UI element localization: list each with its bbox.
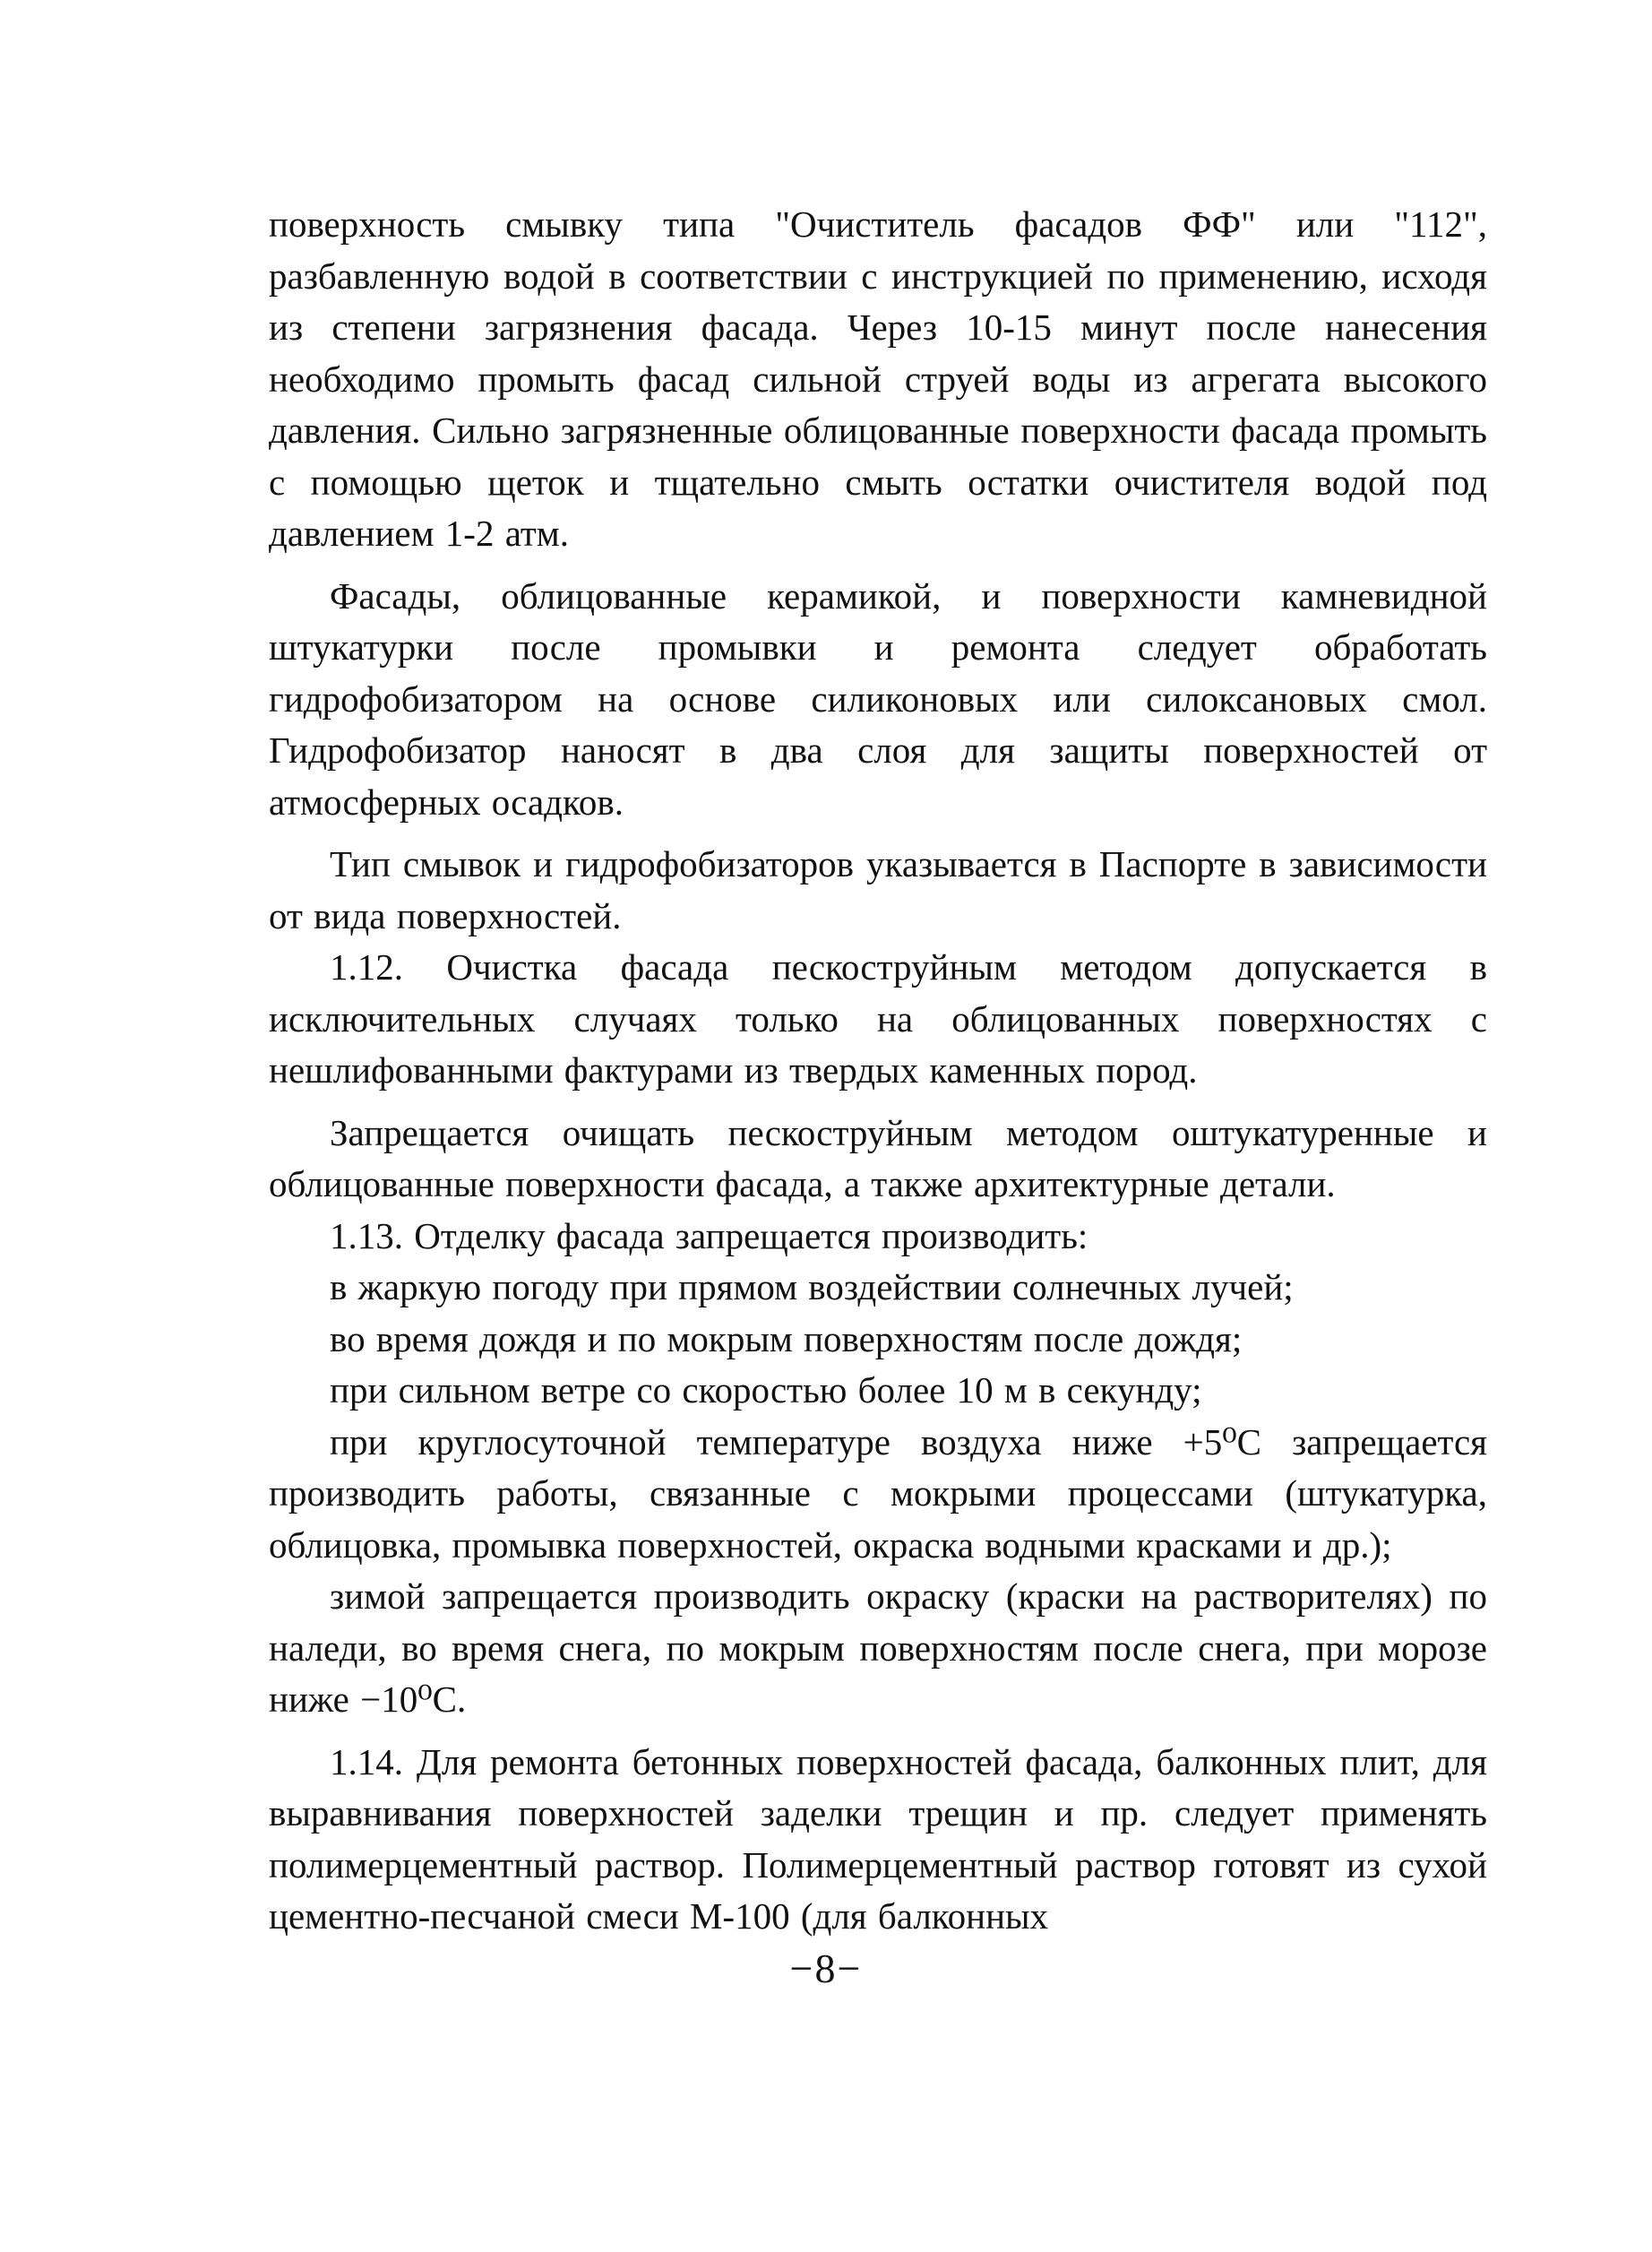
document-page (269, 199, 1487, 1943)
list-item-wind: при сильном ветре со скоростью более 10 м в секунду; (330, 1369, 1202, 1411)
page-number: −8− (789, 1946, 863, 1991)
list-item-hot-weather: в жаркую погоду при прямом воздействии солнечных лучей; (330, 1266, 1294, 1307)
paragraph-section-1-12: 1.12. Очистка фасада пескоструйным методом допускается в исключительных случаях только на облицованных поверхностях с нешлифованными фактурами из твердых каменных пород. (269, 946, 1487, 1091)
paragraph-passport-types: Тип смывок и гидрофобизаторов указывается в Паспорте в зависимости от вида поверхностей. (269, 843, 1487, 936)
paragraph-section-1-13: 1.13. Отделку фасада запрещается производить: (330, 1214, 1088, 1256)
list-item-rain: во время дождя и по мокрым поверхностям после дождя; (330, 1317, 1243, 1359)
list-item-temperature: при круглосуточной температуре воздуха ниже +5⁰С запрещается производить работы, связанные с мокрыми процессами (штукатурка, облицовка, промывка поверхностей, окраска водными красками и др.); (269, 1420, 1487, 1566)
paragraph-sandblast-prohibition: Запрещается очищать пескоструйным методом оштукатуренные и облицованные поверхности фасада, а также архитектурные детали. (269, 1111, 1487, 1204)
paragraph-facade-cleaning: поверхность смывку типа "Очиститель фасадов ФФ" или "112", разбавленную водой в соответствии с инструкцией по применению, исходя из степени загрязнения фасада. Через 10-15 минут после нанесения необходимо промыть фасад сильной струей воды из агрегата высокого давления. Сильно загрязненные облицованные поверхности фасада промыть с помощью щеток и тщательно смыть остатки очистителя водой под давлением 1-2 атм. (269, 203, 1487, 554)
paragraph-section-1-14: 1.14. Для ремонта бетонных поверхностей фасада, балконных плит, для выравнивания поверхностей заделки трещин и пр. следует применять полимерцементный раствор. Полимерцементный раствор готовят из сухой цементно-песчаной смеси М-100 (для балконных (269, 1740, 1487, 1937)
paragraph-hydrophobization: Фасады, облицованные керамикой, и поверхности камневидной штукатурки после промывки и ремонта следует обработать гидрофобизатором на основе силиконовых или силоксановых смол. Гидрофобизатор наносят в два слоя для защиты поверхностей от атмосферных осадков. (269, 574, 1487, 823)
list-item-winter: зимой запрещается производить окраску (краски на растворителях) по наледи, во время снега, по мокрым поверхностям после снега, при морозе ниже −10⁰С. (269, 1575, 1487, 1720)
